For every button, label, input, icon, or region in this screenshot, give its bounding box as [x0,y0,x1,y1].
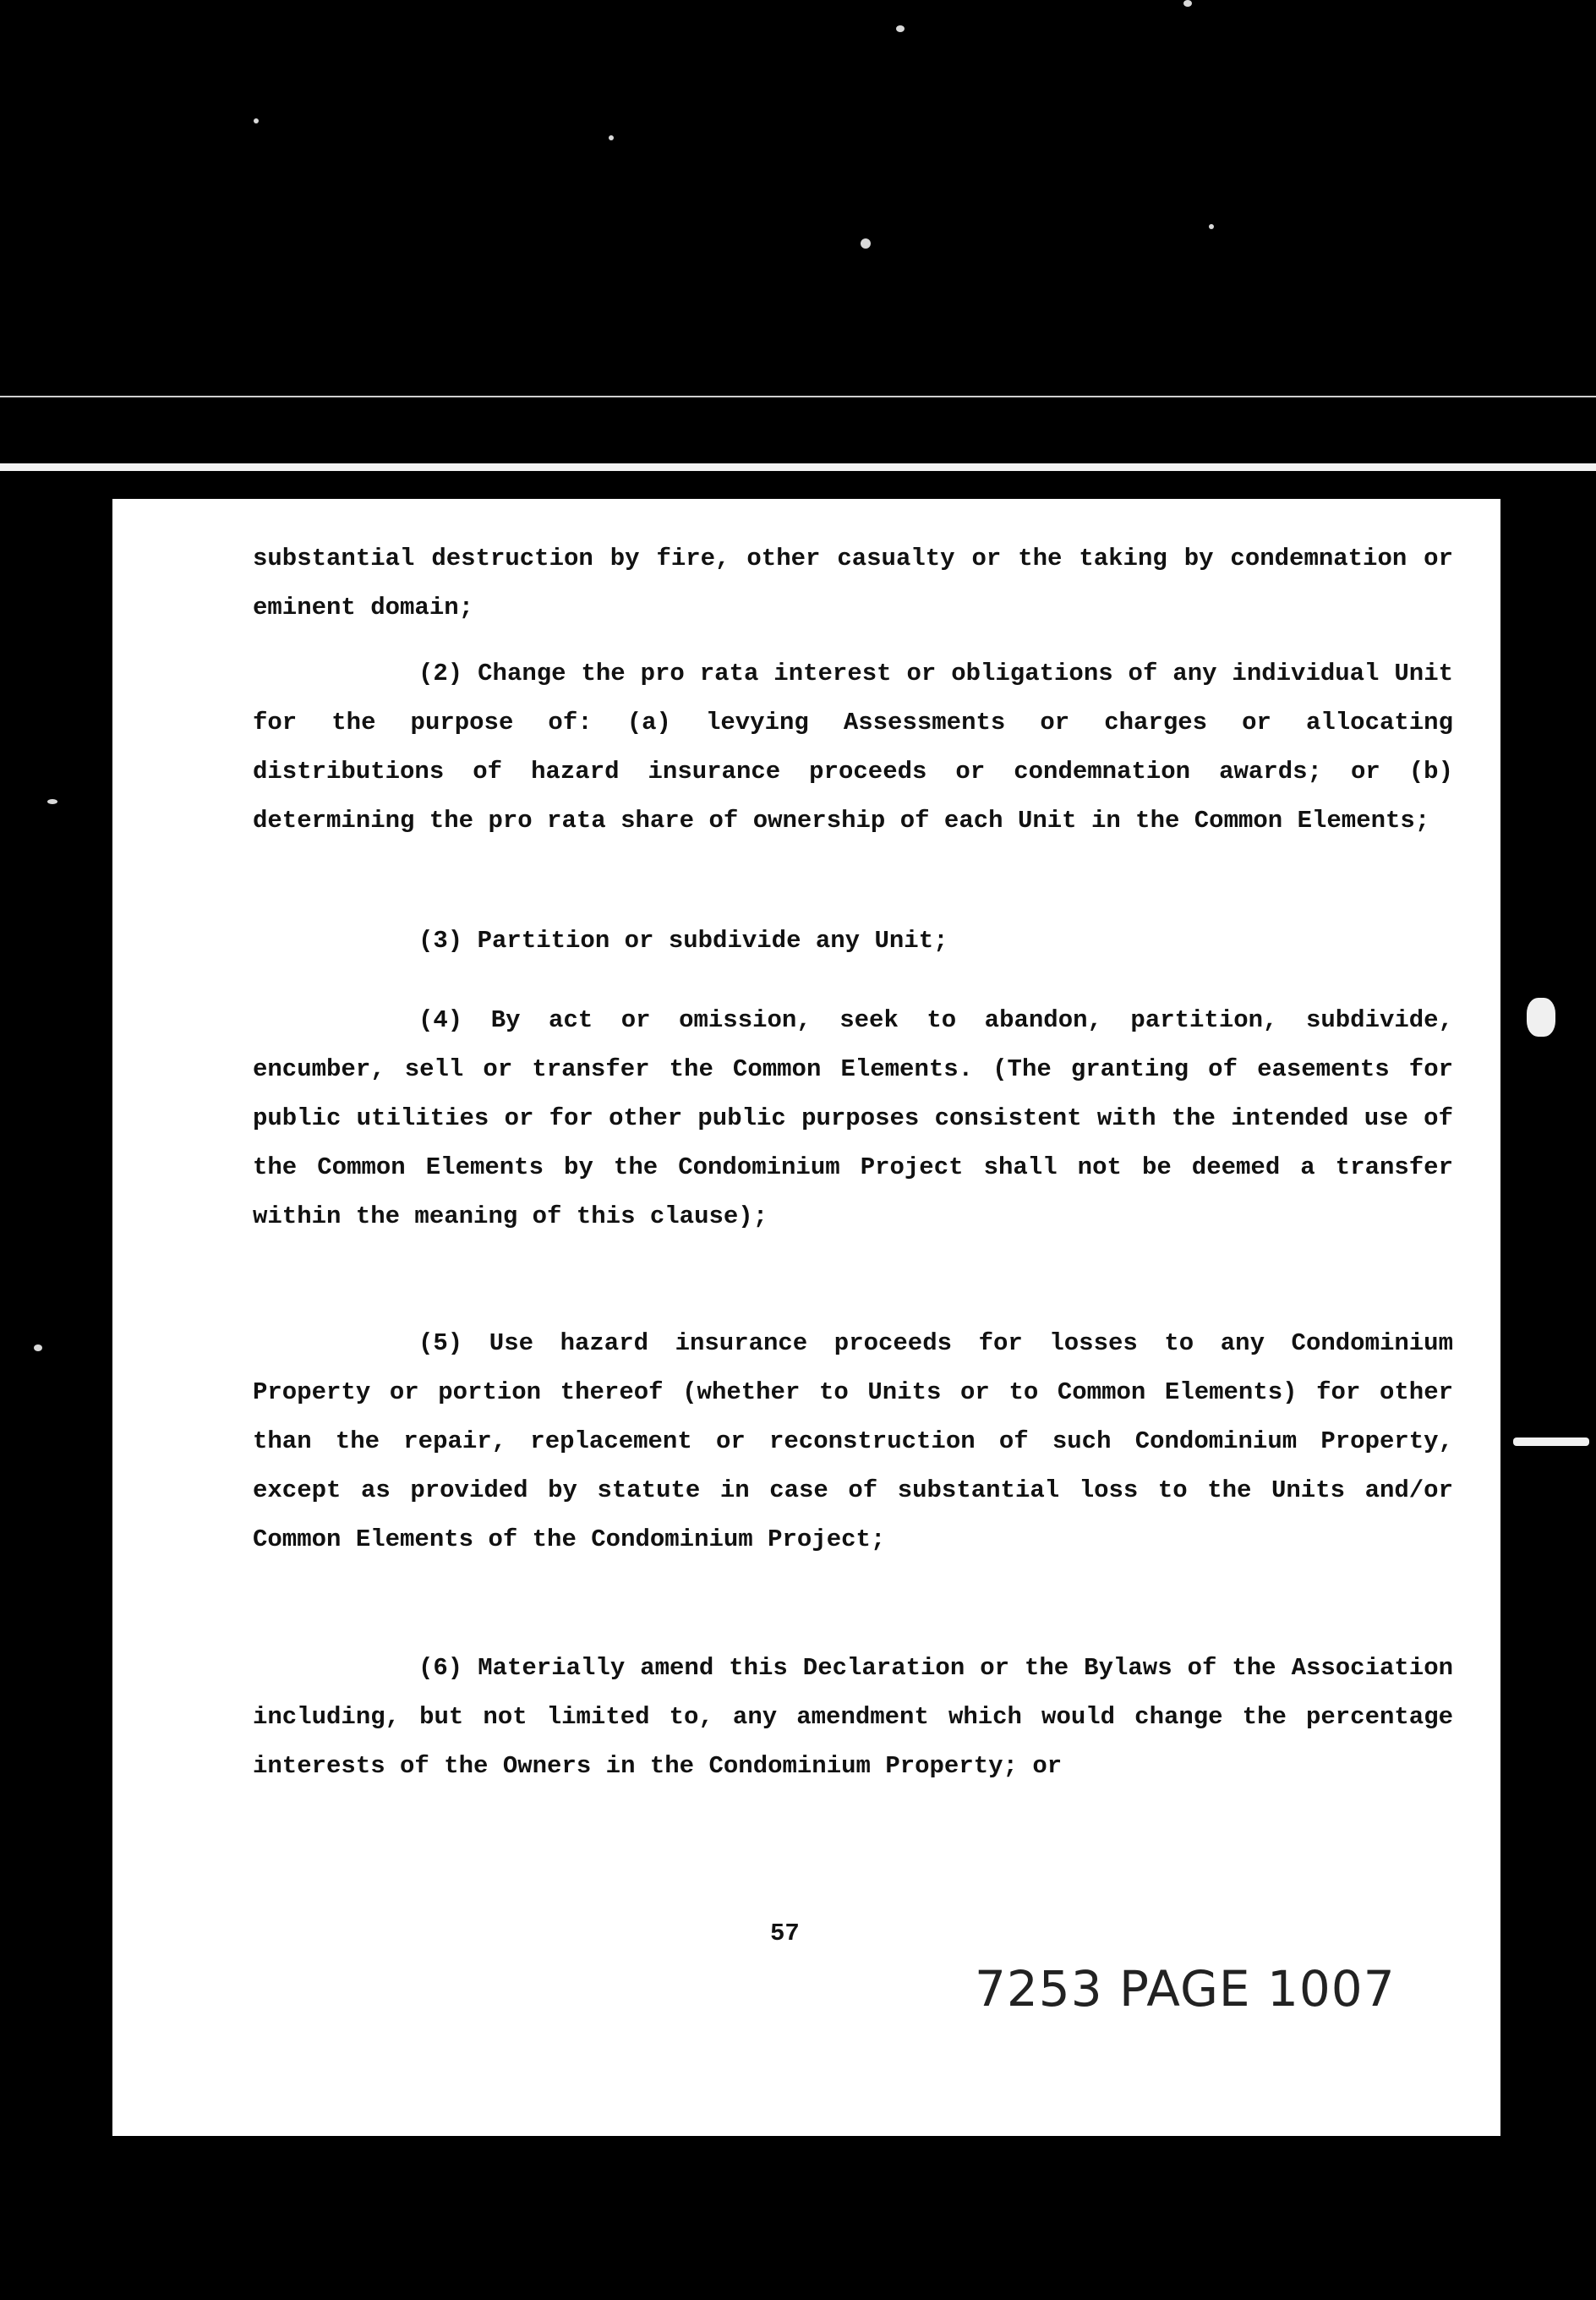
scan-line [0,463,1596,471]
scan-speck [609,135,614,140]
scan-blot [1527,998,1555,1037]
scan-speck [861,238,871,249]
scan-speck [1209,224,1214,229]
scan-speck [1183,0,1192,7]
paragraph-clause-6: (6) Materially amend this Declaration or the Bylaws of the Association including, but not limited to, any amendment which would change the percentage interests of the Owners in the Condominium Property; or [253,1654,1453,1780]
scan-speck [47,799,57,804]
page-number: 57 [770,1919,800,1947]
scan-line [0,396,1596,397]
paragraph-clause-2: (2) Change the pro rata interest or obligations of any individual Unit for the purpose of: (a) levying Assessments or charges or allocating distributions of hazard insurance proceeds or condemnation awards; or (b) determining the pro rata share of ownership of each Unit in the Common Elements; [253,660,1453,835]
paragraph-clause-5: (5) Use hazard insurance proceeds for losses to any Condominium Property or portion thereof (whether to Units or to Common Elements) for other than the repair, replacement or reconstruction of such Condominium Property, except as provided by statute in case of substantial loss to the Units and/or Common Elements of the Condominium Project; [253,1329,1453,1553]
paragraph-continuation: substantial destruction by fire, other casualty or the taking by condemnation or eminent domain; [253,545,1453,622]
scan-blot [1513,1438,1589,1446]
recording-stamp: 7253 PAGE 1007 [975,1960,1396,2018]
scan-speck [896,25,905,32]
paragraph-clause-4: (4) By act or omission, seek to abandon, partition, subdivide, encumber, sell or transfer the Common Elements. (The granting of easements for public utilities or for other public purposes consistent with the intended use of the Common Elements by the Condominium Project shall not be deemed a transfer within the meaning of this clause); [253,1006,1453,1230]
scan-speck [34,1344,42,1351]
scan-speck [254,118,259,123]
paragraph-clause-3: (3) Partition or subdivide any Unit; [418,927,948,955]
document-page [112,499,1500,2136]
